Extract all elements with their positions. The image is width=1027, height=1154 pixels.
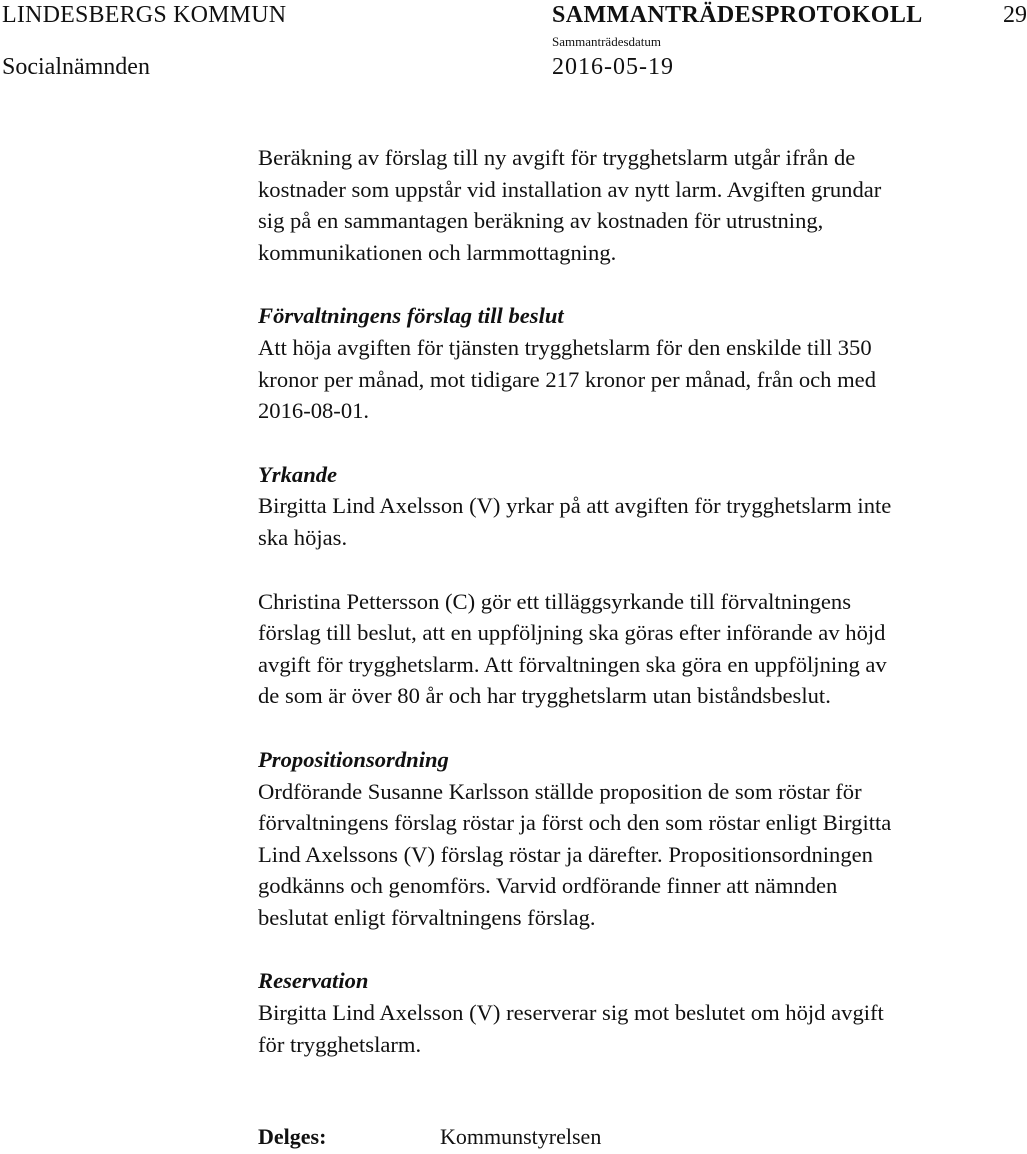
yrkande-text: Birgitta Lind Axelsson (V) yrkar på att avgiften för trygghetslarm inte ska höjas. — [258, 493, 892, 550]
document-title: SAMMANTRÄDESPROTOKOLL — [552, 2, 923, 28]
yrkande-heading: Yrkande — [258, 461, 338, 487]
protocol-body — [258, 142, 1018, 1060]
section-forslag — [258, 300, 1018, 426]
section-yrkande — [258, 459, 1018, 554]
proposition-heading: Propositionsordning — [258, 746, 449, 772]
meeting-date: 2016-05-19 — [552, 54, 674, 80]
delges-recipient: Kommunstyrelsen — [440, 1124, 602, 1149]
page-number: 29 — [1003, 2, 1027, 28]
organization-name: LINDESBERGS KOMMUN — [2, 2, 287, 28]
section-reservation — [258, 965, 1018, 1060]
reservation-heading: Reservation — [258, 968, 369, 994]
delges-label: Delges: — [258, 1124, 327, 1149]
tillagg-paragraph: Christina Pettersson (C) gör ett tilläggsyrkande till förvaltningens förslag till beslut, att en uppföljning ska göras efter införande av höjd avgift för trygghetslarm. Att förvaltningen ska göra en uppföljning av de som är över 80 år och har trygghetslarm utan biståndsbeslut. — [258, 588, 887, 709]
intro-paragraph: Beräkning av förslag till ny avgift för trygghetslarm utgår ifrån de kostnader som uppstår vid installation av nytt larm. Avgiften grundar sig på en sammantagen beräkning av kostnaden för utrustning, kommunikationen och larmmottagning. — [258, 145, 882, 265]
date-label: Sammanträdesdatum — [552, 34, 662, 49]
proposition-text: Ordförande Susanne Karlsson ställde proposition de som röstar för förvaltningens förslag röstar ja först och den som röstar enligt Birgitta Lind Axelssons (V) förslag röstar ja därefter. Propositionsordningen godkänns och genomförs. Varvid ordförande finner att nämnden beslutat enligt förvaltningens förslag. — [258, 778, 892, 930]
forslag-heading: Förvaltningens förslag till beslut — [258, 303, 564, 329]
department-name: Socialnämnden — [2, 54, 150, 80]
reservation-text: Birgitta Lind Axelsson (V) reserverar sig mot beslutet om höjd avgift för trygghetslarm. — [258, 1000, 884, 1057]
section-proposition — [258, 744, 1018, 934]
forslag-text: Att höja avgiften för tjänsten trygghetslarm för den enskilde till 350 kronor per månad, mot tidigare 217 kronor per månad, från och med 2016-08-01. — [258, 334, 876, 424]
